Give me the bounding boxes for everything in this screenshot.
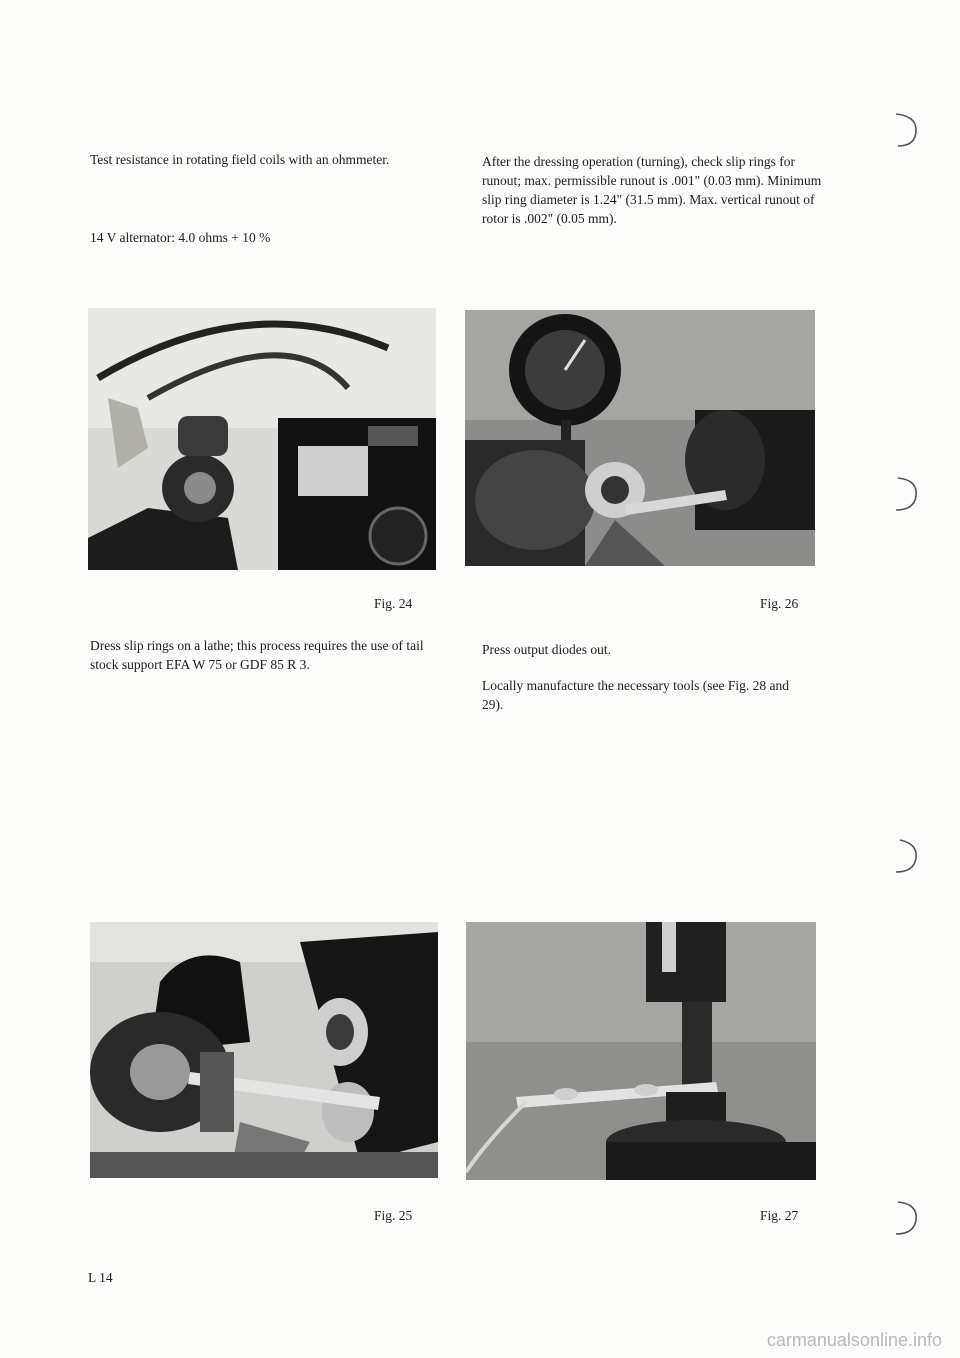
- ohmmeter-test-illustration: [88, 308, 436, 570]
- page-number: L 14: [88, 1270, 113, 1285]
- figure-26-caption: Fig. 26: [760, 596, 799, 611]
- figure-27-photo: [466, 922, 816, 1180]
- left-paragraph-3: Dress slip rings on a lathe; this process requires the use of tail stock support EFA W 75 or GDF 85 R 3.: [90, 638, 424, 672]
- right-paragraph-1: After the dressing operation (turning), check slip rings for runout; max. permissible runout is .001" (0.03 mm). Minimum slip ring diameter is 1.24" (31.5 mm). Max. vertical runout of rotor is .002" (0.05 mm).: [482, 154, 822, 226]
- watermark: carmanualsonline.info: [766, 1330, 942, 1350]
- figure-26-photo: [465, 310, 815, 566]
- right-intro-text: [482, 152, 822, 228]
- binder-hole-icon: [886, 474, 920, 514]
- left-spec-text: [90, 228, 430, 247]
- right-diode-text: [482, 640, 812, 659]
- right-paragraph-3: Locally manufacture the necessary tools (see Fig. 28 and 29).: [482, 678, 790, 712]
- right-paragraph-2: Press output diodes out.: [482, 642, 612, 657]
- binder-hole-icon: [886, 110, 920, 150]
- dial-indicator-illustration: [465, 310, 815, 566]
- lathe-illustration: [90, 922, 438, 1178]
- left-paragraph-2: 14 V alternator: 4.0 ohms + 10 %: [90, 230, 271, 245]
- binder-hole-icon: [886, 836, 920, 876]
- figure-24-photo: [88, 308, 436, 570]
- diode-press-illustration: [466, 922, 816, 1180]
- left-lathe-text: [90, 636, 435, 674]
- binder-hole-icon: [886, 1198, 920, 1238]
- figure-24-caption: Fig. 24: [374, 596, 413, 611]
- left-paragraph-1: Test resistance in rotating field coils with an ohmmeter.: [90, 152, 390, 167]
- figure-25-caption: Fig. 25: [374, 1208, 413, 1223]
- figure-25-photo: [90, 922, 438, 1178]
- figure-27-caption: Fig. 27: [760, 1208, 799, 1223]
- left-intro-text: [90, 150, 430, 169]
- right-tools-text: [482, 676, 812, 714]
